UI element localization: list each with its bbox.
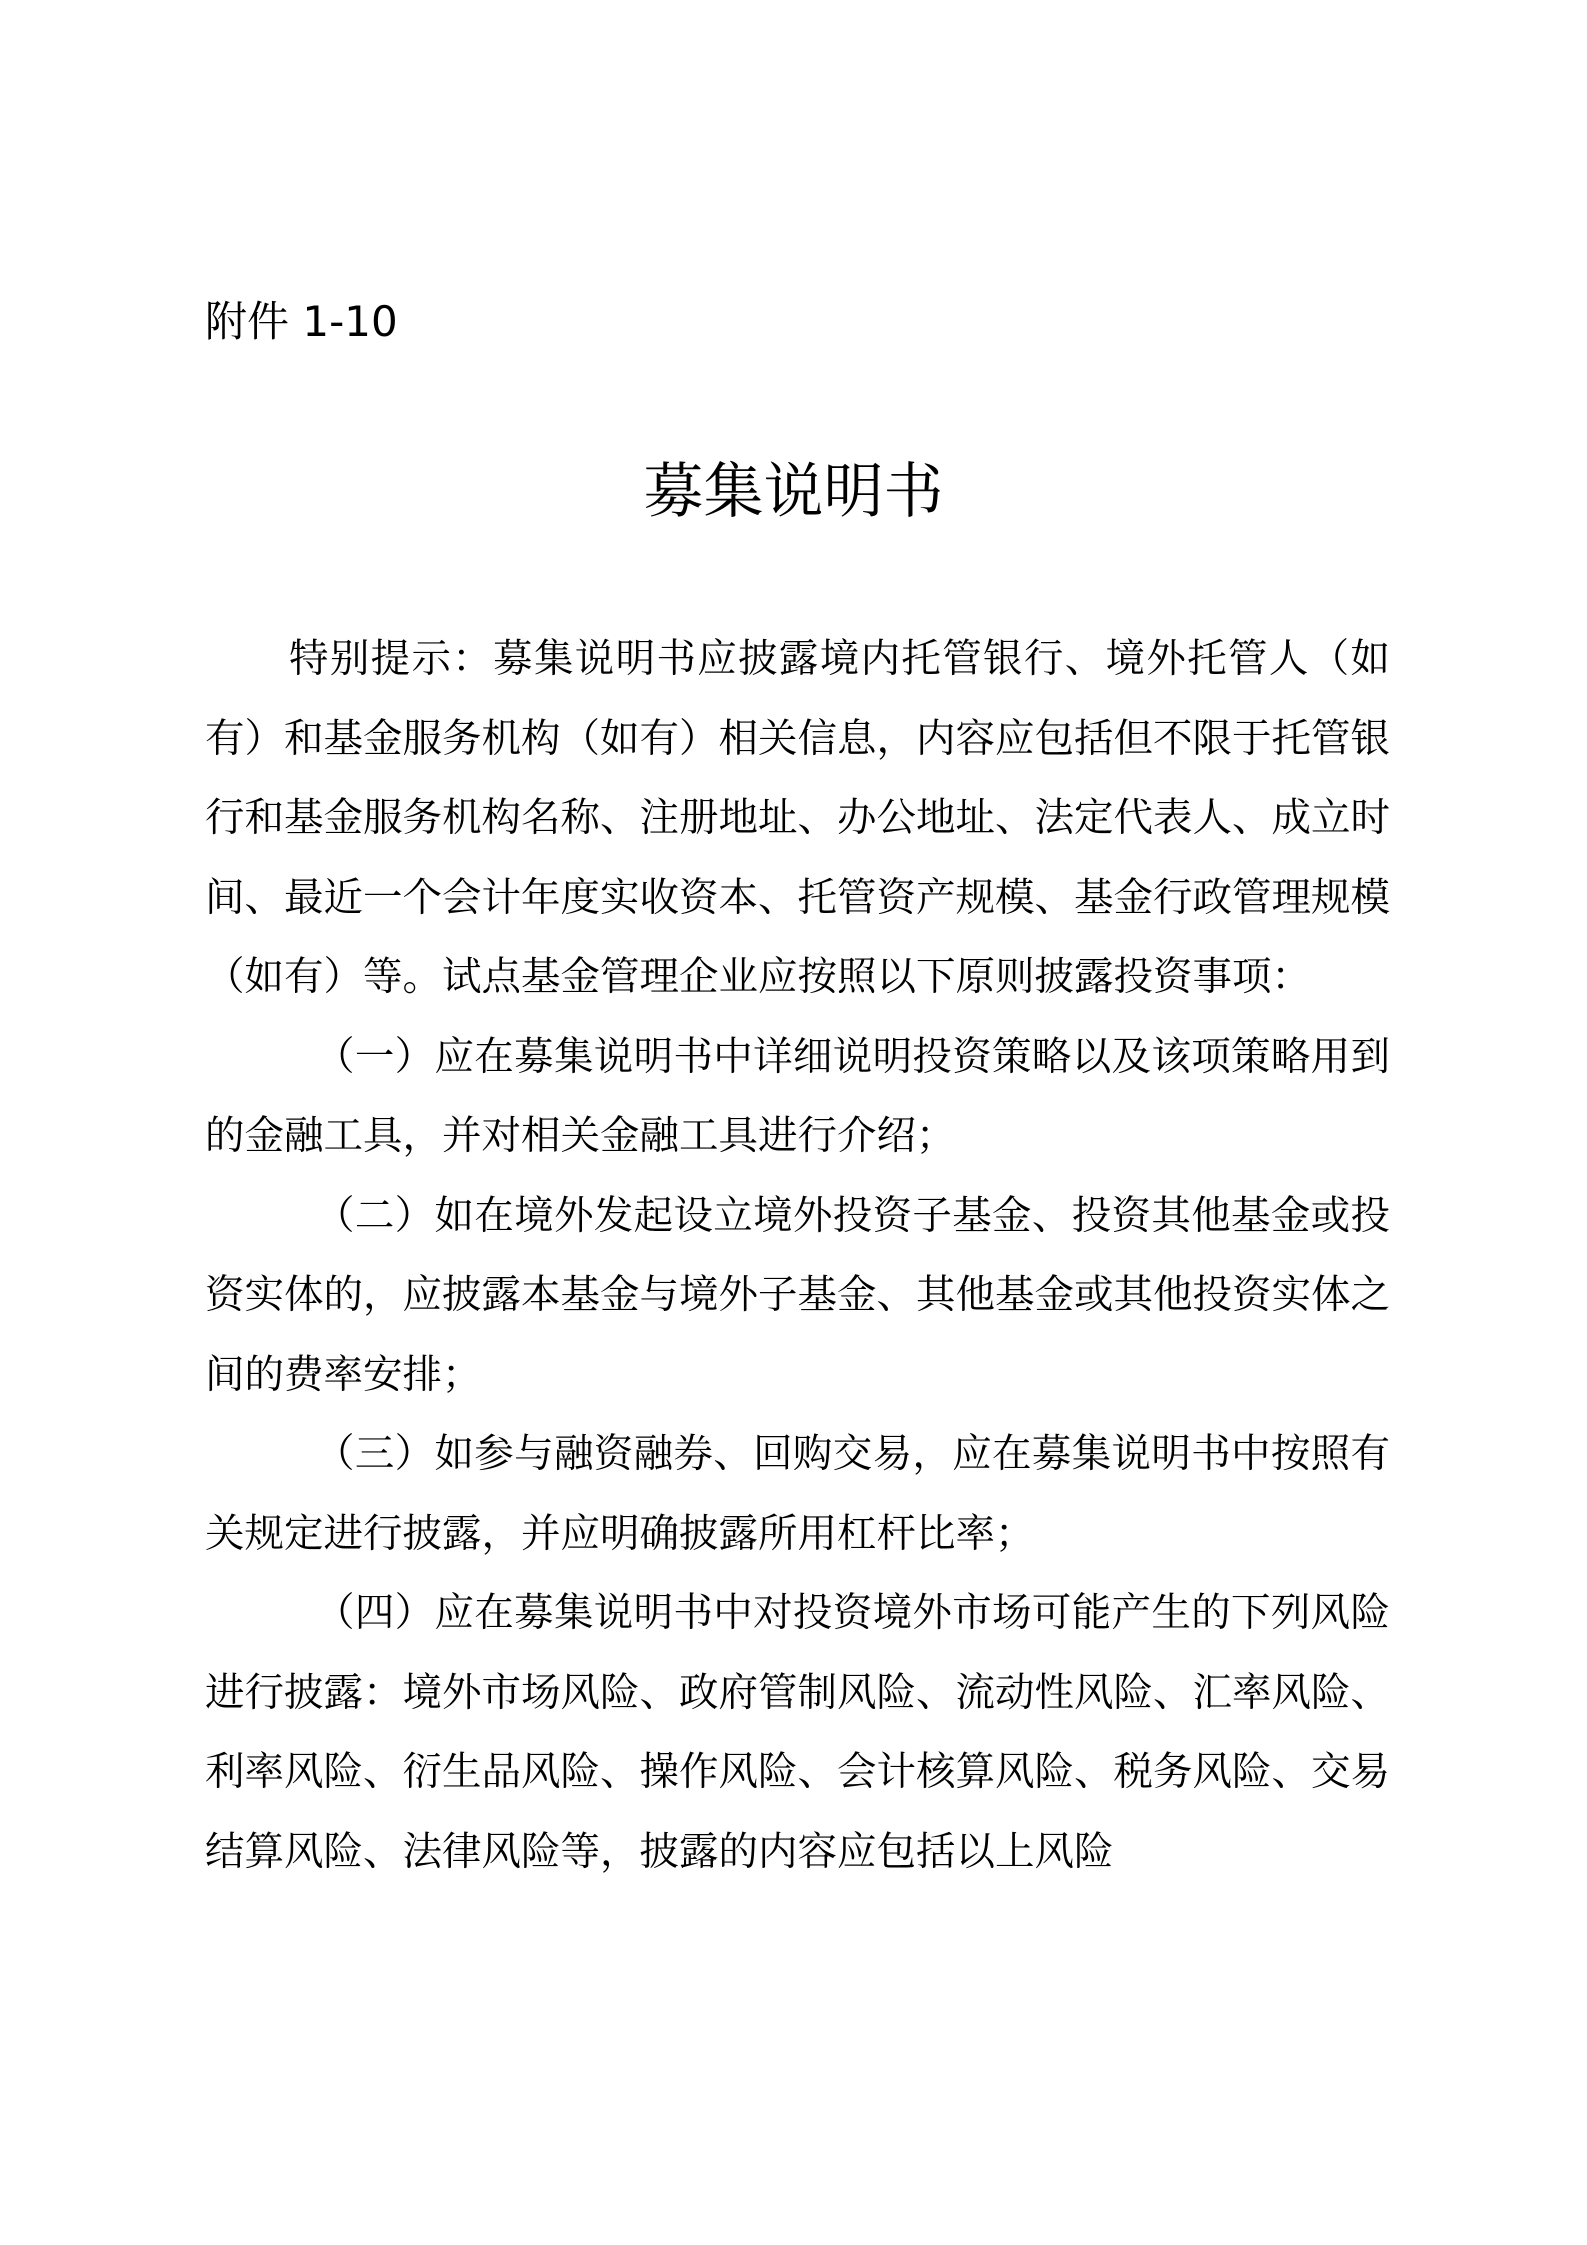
item-4-paragraph: （四）应在募集说明书中对投资境外市场可能产生的下列风险进行披露：境外市场风险、政府管制风险、流动性风险、汇率风险、利率风险、衍生品风险、操作风险、会计核算风险、税务风险、交易结算风险、法律风险等，披露的内容应包括以上风险 [205, 1590, 1390, 1875]
item-2-paragraph: （二）如在境外发起设立境外投资子基金、投资其他基金或投资实体的，应披露本基金与境外子基金、其他基金或其他投资实体之间的费率安排； [205, 1192, 1390, 1398]
item-1-paragraph: （一）应在募集说明书中详细说明投资策略以及该项策略用到的金融工具，并对相关金融工具进行介绍； [205, 1033, 1390, 1159]
item-3-paragraph: （三）如参与融资融券、回购交易，应在募集说明书中按照有关规定进行披露，并应明确披露所用杠杆比率； [205, 1431, 1390, 1557]
special-notice-paragraph: 特别提示：募集说明书应披露境内托管银行、境外托管人（如有）和基金服务机构（如有）相关信息，内容应包括但不限于托管银行和基金服务机构名称、注册地址、办公地址、法定代表人、成立时间、最近一个会计年度实收资本、托管资产规模、基金行政管理规模（如有）等。试点基金管理企业应按照以下原则披露投资事项： [205, 636, 1390, 1000]
document-body [205, 620, 1390, 1892]
document-title: 募集说明书 [643, 457, 944, 527]
attachment-label: 附件 1-10 [205, 297, 398, 346]
